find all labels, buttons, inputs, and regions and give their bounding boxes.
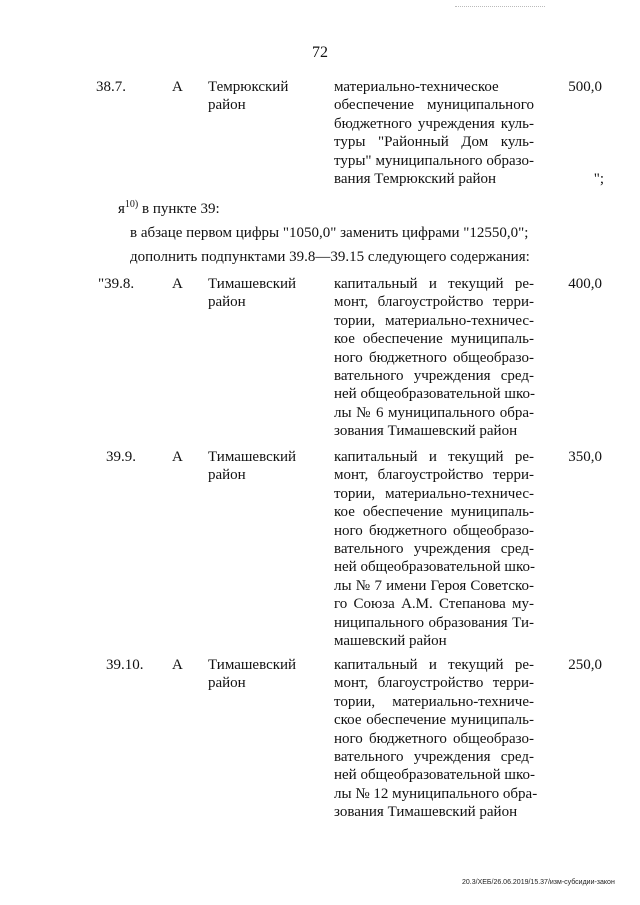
row-district: Тимашевский район (208, 449, 297, 484)
page-number: 72 (312, 44, 328, 61)
row-amount: 400,0 (568, 276, 602, 292)
closing-quote: "; (593, 171, 604, 187)
row-number: 38.7. (96, 79, 126, 95)
row-amount: 350,0 (568, 449, 602, 465)
amendment-line-2: дополнить подпунктами 39.8—39.15 следующего содержания: (130, 249, 530, 265)
row-category: А (172, 657, 183, 673)
row-category: А (172, 449, 183, 465)
row-description: материально-техническое обеспечение муниципального бюджетного учреждения куль- туры "Районный Дом куль- туры" муниципального образо- вания Темрюкский район (334, 79, 534, 188)
amendment-line-1: в абзаце первом цифры "1050,0" заменить цифрами "12550,0"; (130, 225, 529, 241)
row-category: А (172, 276, 183, 292)
row-district: Тимашевский район (208, 276, 297, 311)
row-number: "39.8. (98, 276, 135, 292)
row-category: А (172, 79, 183, 95)
row-description: капитальный и текущий ре- монт, благоустройство терри- тории, материально-техничес- кое обеспечение муниципаль- ного бюджетного общеобразо- вательного учреждения сред- ней общеобразовательной шко- лы № 7 имени Героя Советско- го Союза А.М. Степанова му- ниципального образования Ти- машевский район (334, 449, 535, 650)
top-decorative-mark (455, 6, 545, 13)
row-amount: 500,0 (568, 79, 602, 95)
row-district: Тимашевский район (208, 657, 297, 692)
row-number: 39.10. (106, 657, 144, 673)
amendment-item: $я^{10)}$ в пункте 39: (118, 199, 220, 217)
row-number: 39.9. (106, 449, 136, 465)
row-district: Темрюкский район (208, 79, 289, 114)
row-description: капитальный и текущий ре- монт, благоустройство терри- тории, материально-техниче- ское обеспечение муниципаль- ного бюджетного общеобразо- вательного учреждения сред- ней общеобразовательной шко- лы № 12 муниципального обра- зования Тимашевский район (334, 657, 538, 821)
row-amount: 250,0 (568, 657, 602, 673)
row-description: капитальный и текущий ре- монт, благоустройство терри- тории, материально-техничес- кое обеспечение муниципаль- ного бюджетного общеобразо- вательного учреждения сред- ней общеобразовательной шко- лы № 6 муниципального обра- зования Тимашевский район (334, 276, 535, 440)
footer-document-code: 20.3/ХЕБ/26.06.2019/15.37/изм-субсидии-закон (462, 879, 615, 886)
